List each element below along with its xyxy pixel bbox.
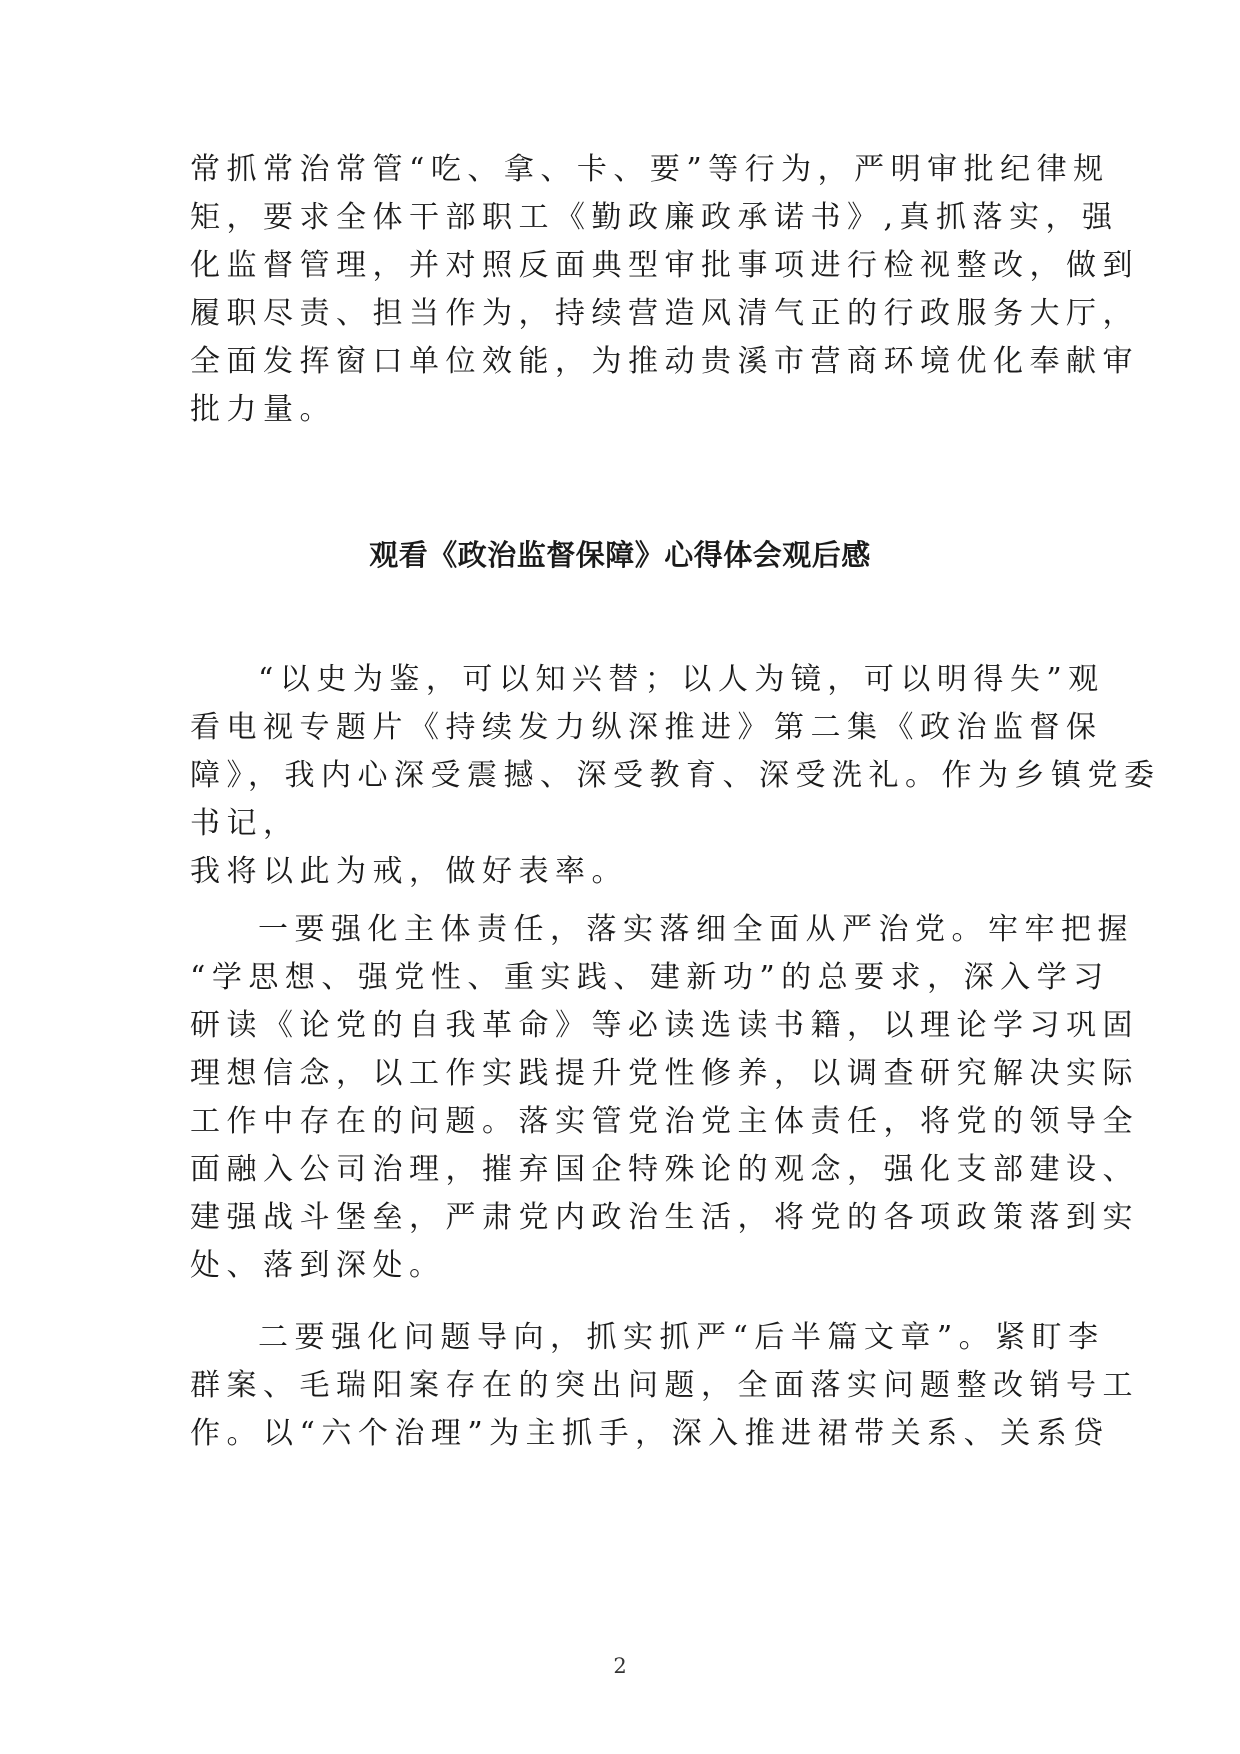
text-line: 我将以此为戒，做好表率。 bbox=[190, 854, 628, 889]
text-line: 群案、毛瑞阳案存在的突出问题，全面落实问题整改销号工 bbox=[190, 1368, 1139, 1403]
text-line: 批力量。 bbox=[190, 392, 336, 427]
text-line: 全面发挥窗口单位效能，为推动贵溪市营商环境优化奉献审 bbox=[190, 344, 1139, 379]
text-line: 作。以“六个治理”为主抓手，深入推进裙带关系、关系贷 bbox=[190, 1416, 1110, 1451]
text-line: 矩，要求全体干部职工《勤政廉政承诺书》,真抓落实，强 bbox=[190, 200, 1119, 235]
text-line: 建强战斗堡垒，严肃党内政治生活，将党的各项政策落到实 bbox=[190, 1200, 1139, 1235]
text-line: 看电视专题片《持续发力纵深推进》第二集《政治监督保 bbox=[190, 710, 1103, 745]
text-line: 处、落到深处。 bbox=[190, 1248, 446, 1283]
text-line: “学思想、强党性、重实践、建新功”的总要求，深入学习 bbox=[190, 960, 1110, 995]
text-line: 障》，我内心深受震撼、深受教育、深受洗礼。作为乡镇党委 bbox=[190, 758, 1161, 793]
text-line: “以史为鉴，可以知兴替；以人为镜，可以明得失”观 bbox=[258, 662, 1105, 697]
text-line: 工作中存在的问题。落实管党治党主体责任，将党的领导全 bbox=[190, 1104, 1139, 1139]
text-line: 常抓常治常管“吃、拿、卡、要”等行为，严明审批纪律规 bbox=[190, 152, 1110, 187]
text-line: 理想信念，以工作实践提升党性修养，以调查研究解决实际 bbox=[190, 1056, 1139, 1091]
text-line: 化监督管理，并对照反面典型审批事项进行检视整改，做到 bbox=[190, 248, 1139, 283]
page-number: 2 bbox=[613, 1654, 627, 1678]
text-line: 履职尽责、担当作为，持续营造风清气正的行政服务大厅， bbox=[190, 296, 1139, 331]
text-line: 研读《论党的自我革命》等必读选读书籍，以理论学习巩固 bbox=[190, 1008, 1139, 1043]
text-line: 二要强化问题导向，抓实抓严“后半篇文章”。紧盯李 bbox=[258, 1320, 1105, 1355]
text-line: 面融入公司治理，摧弃国企特殊论的观念，强化支部建设、 bbox=[190, 1152, 1139, 1187]
article-title: 观看《政治监督保障》心得体会观后感 bbox=[369, 538, 871, 572]
text-line: 书记， bbox=[190, 806, 300, 841]
text-line: 一要强化主体责任，落实落细全面从严治党。牢牢把握 bbox=[258, 912, 1134, 947]
